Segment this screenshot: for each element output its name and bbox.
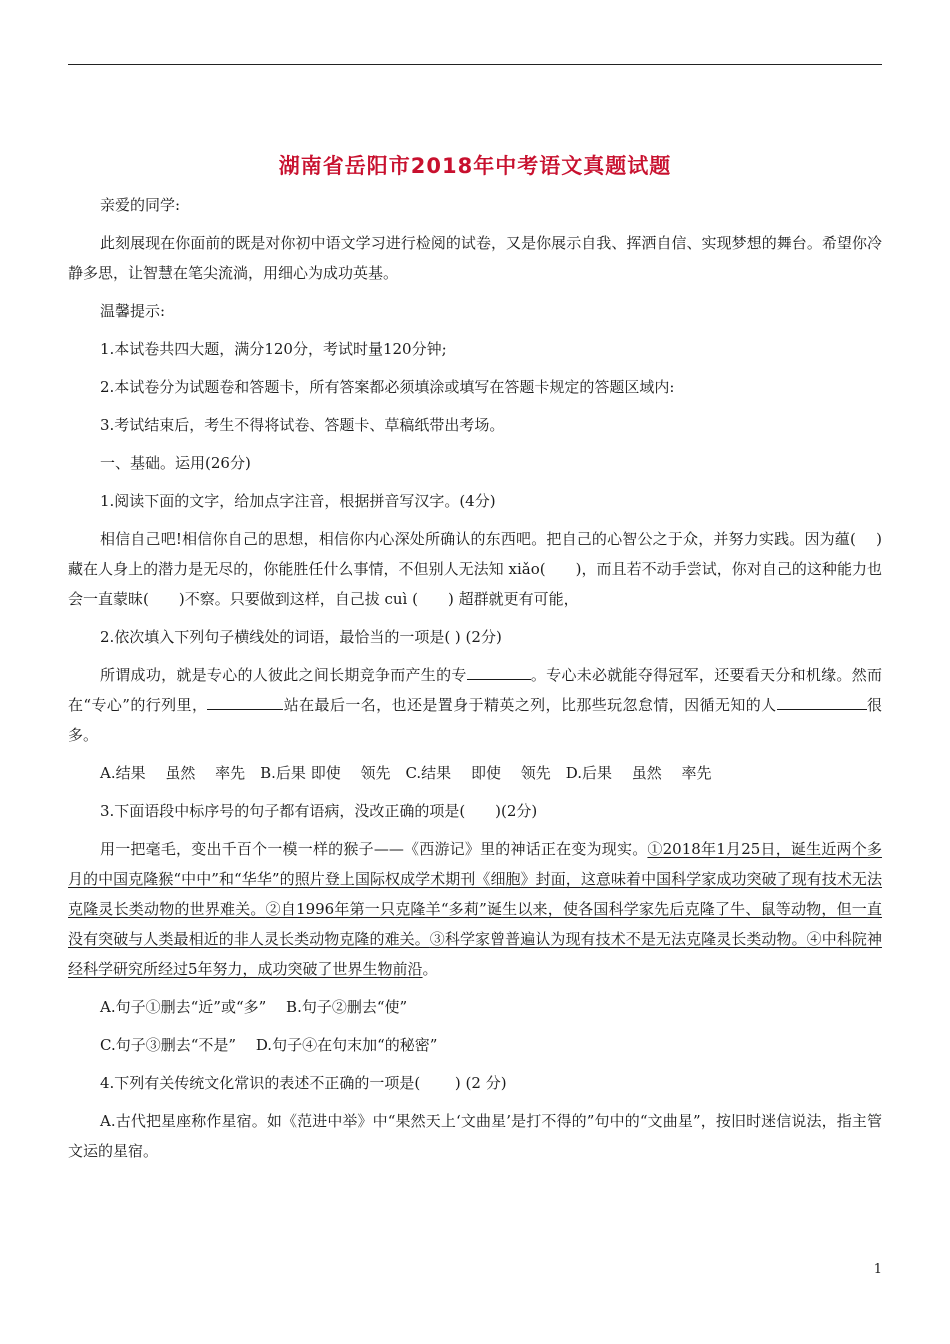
fill-blank: [467, 661, 531, 680]
page-title: 湖南省岳阳市2018年中考语文真题试题: [278, 154, 672, 178]
numbered-sentence-2: ②自1996年第一只克隆羊“多莉”诞生以来，使各国科学家先后克隆了牛、鼠等动物，但一直没有突破与人类最相近的非人灵长类动物克隆的难关。: [68, 900, 882, 948]
numbered-sentence-4: ④中科院神经科学研究所经过5年努力，成功突破了世界生物前沿: [68, 930, 882, 978]
question-2-passage: 所谓成功，就是专心的人彼此之间长期竞争而产生的专 。专心未必就能夺得冠军，还要看天分和机缘。然而在“专心”的行列里， 站在最后一名，也还是置身于精英之列，比那些玩忽怠情，因循无知的人 很多。: [68, 660, 882, 750]
intro-paragraph: 此刻展现在你面前的既是对你初中语文学习进行检阅的试卷，又是你展示自我、挥洒自信、实现梦想的舞台。希望你冷静多思，让智慧在笔尖流淌，用细心为成功英基。: [68, 234, 882, 282]
question-4-stem: 4.下列有关传统文化常识的表述不正确的一项是( ) (2 分): [100, 1074, 507, 1092]
numbered-sentence-3: ③科学家曾普遍认为现有技术不是无法克隆灵长类动物。: [429, 930, 807, 948]
question-2-options: A.结果 虽然 率先 B.后果 即使 领先 C.结果 即使 领先 D.后果 虽然 率先: [100, 764, 712, 782]
header-rule: [68, 64, 882, 65]
tip-item: 3.考试结束后，考生不得将试卷、答题卡、草稿纸带出考场。: [100, 416, 505, 434]
question-3-options-ab: A.句子①删去“近”或“多” B.句子②删去“使”: [100, 998, 408, 1016]
fill-blank: [777, 691, 867, 710]
section-heading: 一、基础。运用(26分): [100, 454, 251, 472]
question-3-options-cd: C.句子③删去“不是” D.句子④在句末加“的秘密”: [100, 1036, 438, 1054]
question-1-passage: 相信自己吧!相信你自己的思想，相信你内心深处所确认的东西吧。把自己的心智公之于众，并努力实践。因为蕴( ) 藏在人身上的潜力是无尽的，你能胜任什么事情，不但别人无法知 xiǎo( )，而且若不动手尝试，你对自己的这种能力也会一直蒙昧( )不察。只要做到这样，自己拔 cuì ( ) 超群就更有可能，: [68, 530, 882, 608]
fill-blank: [207, 691, 283, 710]
numbered-sentence-1: ①2018年1月25日，诞生近两个多月的中国克隆猴“中中”和“华华”的照片登上国际权成学术期刊《细胞》封面，这意味着中国科学家成功突破了现有技术无法克隆灵长类动物的世界难关。: [68, 840, 882, 918]
question-3-stem: 3.下面语段中标序号的句子都有语病，没改正确的项是( )(2分): [100, 802, 538, 820]
question-4-option-a: A.古代把星座称作星宿。如《范进中举》中“果然天上‘文曲星’是打不得的”句中的“文曲星”，按旧时迷信说法，指主管文运的星宿。: [68, 1112, 882, 1160]
tip-item: 1.本试卷共四大题，满分120分，考试时量120分钟;: [100, 340, 447, 358]
question-1-stem: 1.阅读下面的文字，给加点字注音，根据拼音写汉字。(4分): [100, 492, 496, 510]
tips-heading: 温馨提示:: [100, 302, 166, 320]
question-2-stem: 2.依次填入下列句子横线处的词语，最恰当的一项是( ) (2分): [100, 628, 502, 646]
tip-item: 2.本试卷分为试题卷和答题卡，所有答案都必须填涂或填写在答题卡规定的答题区域内:: [100, 378, 675, 396]
page-number: 1: [873, 1262, 882, 1277]
greeting: 亲爱的同学:: [100, 196, 181, 214]
document-body: [68, 190, 882, 1174]
question-3-passage: 用一把毫毛，变出千百个一模一样的猴子——《西游记》里的神话正在变为现实。①2018年1月25日，诞生近两个多月的中国克隆猴“中中”和“华华”的照片登上国际权成学术期刊《细胞》封面，这意味着中国科学家成功突破了现有技术无法克隆灵长类动物的世界难关。②自1996年第一只克隆羊“多莉”诞生以来，使各国科学家先后克隆了牛、鼠等动物，但一直没有突破与人类最相近的非人灵长类动物克隆的难关。③科学家曾普遍认为现有技术不是无法克隆灵长类动物。④中科院神经科学研究所经过5年努力，成功突破了世界生物前沿。: [68, 840, 882, 978]
